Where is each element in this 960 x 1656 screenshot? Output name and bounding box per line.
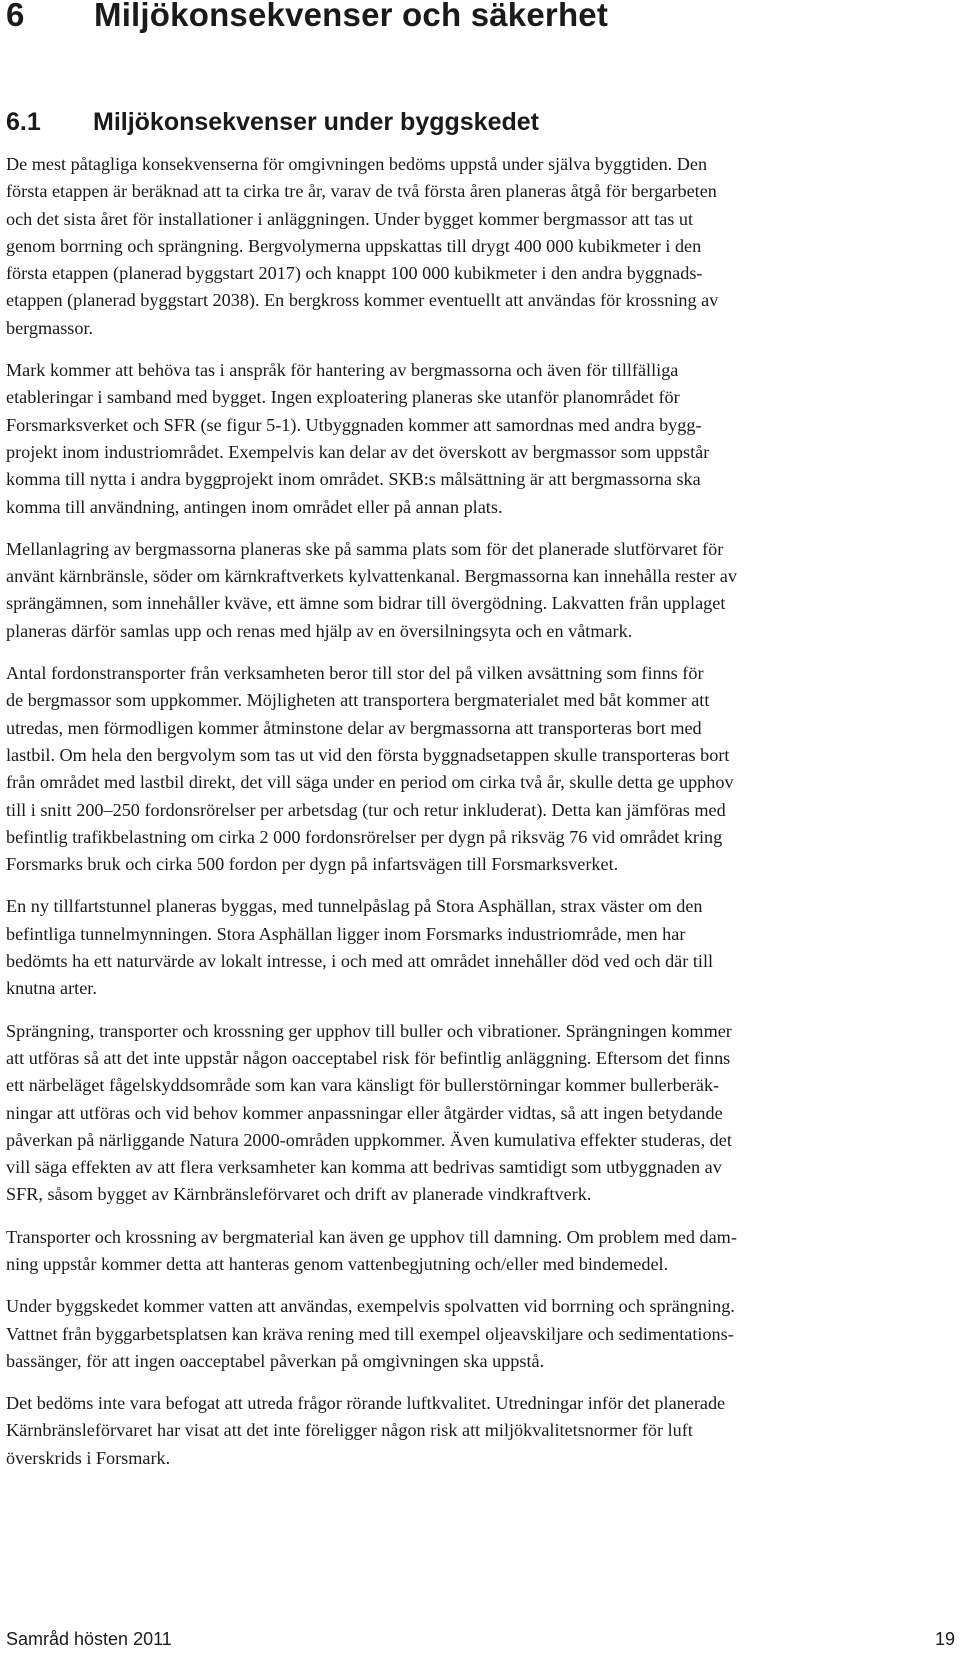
- text-line: Mark kommer att behöva tas i anspråk för hantering av bergmassorna och även för tillfälliga: [6, 360, 679, 381]
- text-line: komma till nytta i andra byggprojekt inom området. SKB:s målsättning är att bergmassorna ska: [6, 469, 701, 490]
- text-line: befintliga tunnelmynningen. Stora Asphällan ligger inom Forsmarks industriområde, men har: [6, 923, 686, 944]
- text-line: att utföras så att det inte uppstår någon oacceptabel risk för befintlig anläggning. Eftersom det finns: [6, 1047, 731, 1068]
- text-line: ett närbeläget fågelskyddsområde som kan vara känsligt för bullerstörningar kommer bullerberäk-: [6, 1075, 720, 1096]
- text-line: överskrids i Forsmark.: [6, 1447, 171, 1468]
- footer-label: Samråd hösten 2011: [6, 1629, 172, 1649]
- text-line: första etappen är beräknad att ta cirka tre år, varav de två första åren planeras åtgå för bergarbeten: [6, 181, 717, 202]
- text-line: Det bedöms inte vara befogat att utreda frågor rörande luftkvalitet. Utredningar inför det planerade: [6, 1393, 726, 1414]
- chapter-heading: [6, 0, 609, 33]
- paragraph: [6, 536, 951, 645]
- text-line: Forsmarksverket och SFR (se figur 5-1). Utbyggnaden kommer att samordnas med andra bygg-: [6, 414, 702, 435]
- text-line: Mellanlagring av bergmassorna planeras ske på samma plats som för det planerade slutförvaret för: [6, 538, 724, 559]
- text-line: bedömts ha ett naturvärde av lokalt intresse, i och med att området innehåller död ved och där till: [6, 951, 714, 972]
- text-line: Transporter och krossning av bergmaterial kan även ge upphov till damning. Om problem med dam-: [6, 1226, 737, 1247]
- text-line: planeras därför samlas upp och renas med hjälp av en översilningsyta och en våtmark.: [6, 620, 633, 641]
- text-line: genom borrning och sprängning. Bergvolymerna uppskattas till drygt 400 000 kubikmeter i den: [6, 235, 702, 256]
- body-text: [6, 151, 951, 1487]
- section-number: 6.1: [6, 108, 41, 136]
- text-line: SFR, såsom bygget av Kärnbränsleförvaret och drift av planerade vindkraftverk.: [6, 1184, 592, 1205]
- text-line: etappen (planerad byggstart 2038). En bergkross kommer eventuellt att användas för krossning av: [6, 290, 719, 311]
- text-line: befintlig trafikbelastning om cirka 2 000 fordonsrörelser per dygn på riksväg 76 vid området kring: [6, 826, 723, 847]
- paragraph: [6, 1390, 951, 1472]
- text-line: använt kärnbränsle, söder om kärnkraftverkets kylvattenkanal. Bergmassorna kan innehålla rester av: [6, 566, 737, 587]
- text-line: vill säga effekten av att flera verksamheter kan komma att bedrivas samtidigt som utbyggnaden av: [6, 1157, 722, 1178]
- text-line: bergmassor.: [6, 317, 94, 338]
- text-line: första etappen (planerad byggstart 2017) och knappt 100 000 kubikmeter i den andra byggnads-: [6, 263, 703, 284]
- chapter-title: Miljökonsekvenser och säkerhet: [94, 0, 609, 33]
- text-line: ning uppstår kommer detta att hanteras genom vattenbegjutning och/eller med bindemedel.: [6, 1253, 669, 1274]
- text-line: och det sista året för installationer i anläggningen. Under bygget kommer bergmassor att tas ut: [6, 208, 694, 229]
- paragraph: [6, 357, 951, 521]
- text-line: projekt inom industriområdet. Exempelvis kan delar av det överskott av bergmassor som uppstår: [6, 441, 710, 462]
- text-line: Sprängning, transporter och krossning ger upphov till buller och vibrationer. Sprängningen kommer: [6, 1020, 732, 1041]
- paragraph: [6, 151, 951, 342]
- text-line: utredas, men förmodligen kommer åtminstone delar av bergmassorna att transporteras bort med: [6, 717, 702, 738]
- text-line: Forsmarks bruk och cirka 500 fordon per dygn på infartsvägen till Forsmarksverket.: [6, 854, 619, 875]
- text-line: bassänger, för att ingen oacceptabel påverkan på omgivningen ska uppstå.: [6, 1350, 545, 1371]
- paragraph: [6, 1018, 951, 1209]
- text-line: De mest påtagliga konsekvenserna för omgivningen bedöms uppstå under själva byggtiden. Den: [6, 154, 708, 174]
- text-line: Vattnet från byggarbetsplatsen kan kräva rening med till exempel oljeavskiljare och sedimentations-: [6, 1323, 734, 1344]
- text-line: från området med lastbil direkt, det vill säga under en period om cirka två år, skulle detta ge upphov: [6, 772, 734, 793]
- text-line: till i snitt 200–250 fordonsrörelser per arbetsdag (tur och retur inkluderat). Detta kan jämföras med: [6, 799, 726, 820]
- section-heading: [6, 106, 539, 138]
- section-title: Miljökonsekvenser under byggskedet: [93, 108, 539, 136]
- text-line: ningar att utföras och vid behov kommer anpassningar eller åtgärder vidtas, så att ingen betydande: [6, 1102, 723, 1123]
- text-line: komma till användning, antingen inom området eller på annan plats.: [6, 496, 503, 517]
- text-line: Antal fordonstransporter från verksamheten beror till stor del på vilken avsättning som finns för: [6, 663, 704, 684]
- text-line: sprängämnen, som innehåller kväve, ett ämne som bidrar till övergödning. Lakvatten från upplaget: [6, 593, 726, 614]
- text-line: de bergmassor som uppkommer. Möjligheten att transportera bergmaterialet med båt kommer att: [6, 690, 710, 711]
- text-line: En ny tillfartstunnel planeras byggas, med tunnelpåslag på Stora Asphällan, strax väster om den: [6, 896, 703, 917]
- text-line: lastbil. Om hela den bergvolym som tas ut vid den första byggnadsetappen skulle transporteras bort: [6, 744, 730, 765]
- text-line: Kärnbränsleförvaret har visat att det inte föreligger någon risk att miljökvalitetsnormer för luft: [6, 1420, 693, 1441]
- paragraph: [6, 1293, 951, 1375]
- text-line: etableringar i samband med bygget. Ingen exploatering planeras ske utanför planområdet för: [6, 387, 680, 408]
- paragraph: [6, 893, 951, 1002]
- page-number: 19: [934, 1629, 955, 1649]
- chapter-number: 6: [6, 0, 25, 33]
- paragraph: [6, 660, 951, 878]
- paragraph: [6, 1224, 951, 1279]
- text-line: Under byggskedet kommer vatten att användas, exempelvis spolvatten vid borrning och sprängning.: [6, 1296, 735, 1317]
- text-line: knutna arter.: [6, 978, 97, 999]
- text-line: påverkan på närliggande Natura 2000-områden uppkommer. Även kumulativa effekter studeras, det: [6, 1129, 732, 1150]
